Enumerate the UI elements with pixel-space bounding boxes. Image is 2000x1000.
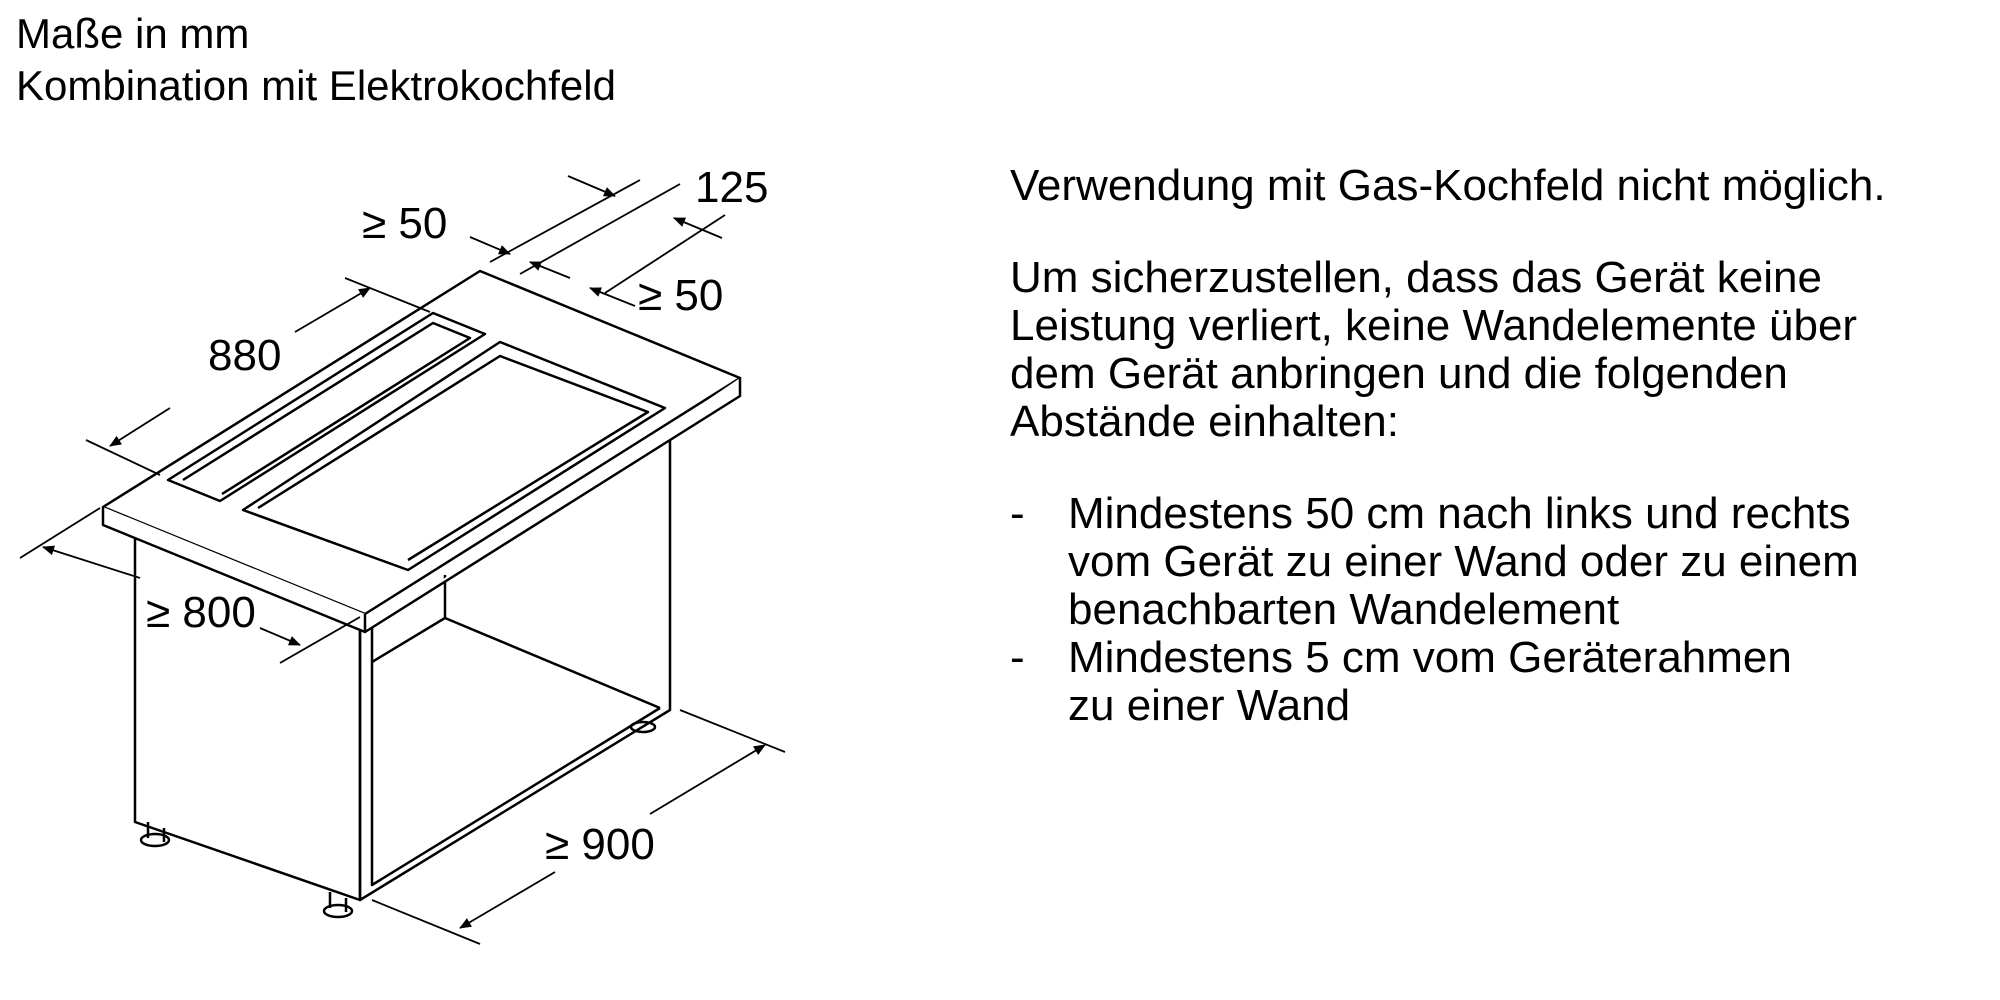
cabinet-inner-rail: [372, 618, 660, 708]
dim-label-800: ≥ 800: [146, 588, 256, 637]
dim-label-50-left: ≥ 50: [362, 199, 448, 248]
dim-125-arrow-a: [568, 176, 615, 196]
cabinet-foot-front-base: [324, 905, 352, 917]
list-item-line: Mindestens 5 cm vom Geräterahmen: [1068, 633, 1792, 682]
dim-label-900: ≥ 900: [545, 820, 655, 869]
dim-50-left-arrow-a: [470, 237, 510, 254]
dim-800-arrow-b: [260, 628, 300, 645]
diagram-subtitle: Kombination mit Elektrokochfeld: [16, 62, 616, 109]
dim-900-arrow-b: [650, 745, 765, 814]
dim-800-arrow-a: [43, 547, 140, 578]
dim-880-arrow-a: [110, 408, 170, 446]
dim-50-right-arrow: [590, 288, 635, 306]
gas-warning: Verwendung mit Gas-Kochfeld nicht möglich.: [1010, 161, 1886, 210]
intro-line: Um sicherzustellen, dass das Gerät keine: [1010, 253, 1822, 302]
dim-50-left-arrow-b: [530, 262, 570, 278]
dim-900-arrow-a: [460, 872, 555, 928]
intro-line: Leistung verliert, keine Wandelemente über: [1010, 301, 1858, 350]
units-note: Maße in mm: [16, 10, 250, 57]
dim-900-ext-2: [680, 710, 785, 752]
worktop: [103, 271, 740, 632]
clearance-list: [1010, 490, 1970, 730]
list-item: [1010, 490, 1970, 634]
dim-800-ext-2: [280, 617, 360, 663]
dim-label-880: 880: [208, 331, 282, 380]
intro-line: Abstände einhalten:: [1010, 397, 1399, 446]
dim-label-50-right: ≥ 50: [638, 271, 724, 320]
list-dash: -: [1010, 633, 1025, 682]
list-item-line: zu einer Wand: [1068, 681, 1351, 730]
installation-notes: [1010, 162, 1970, 730]
clearance-intro: [1010, 254, 1970, 446]
list-item: [1010, 634, 1970, 730]
list-item-line: vom Gerät zu einer Wand oder zu einem: [1068, 537, 1859, 586]
list-item-line: benachbarten Wandelement: [1068, 585, 1620, 634]
dim-label-125: 125: [695, 163, 769, 212]
dim-880-arrow-b: [295, 288, 370, 332]
list-dash: -: [1010, 489, 1025, 538]
list-item-line: Mindestens 50 cm nach links und rechts: [1068, 489, 1851, 538]
dim-880-ext-1: [86, 440, 160, 475]
dim-900-ext-1: [372, 900, 480, 944]
intro-line: dem Gerät anbringen und die folgenden: [1010, 349, 1788, 398]
dim-800-ext-1: [20, 508, 100, 558]
